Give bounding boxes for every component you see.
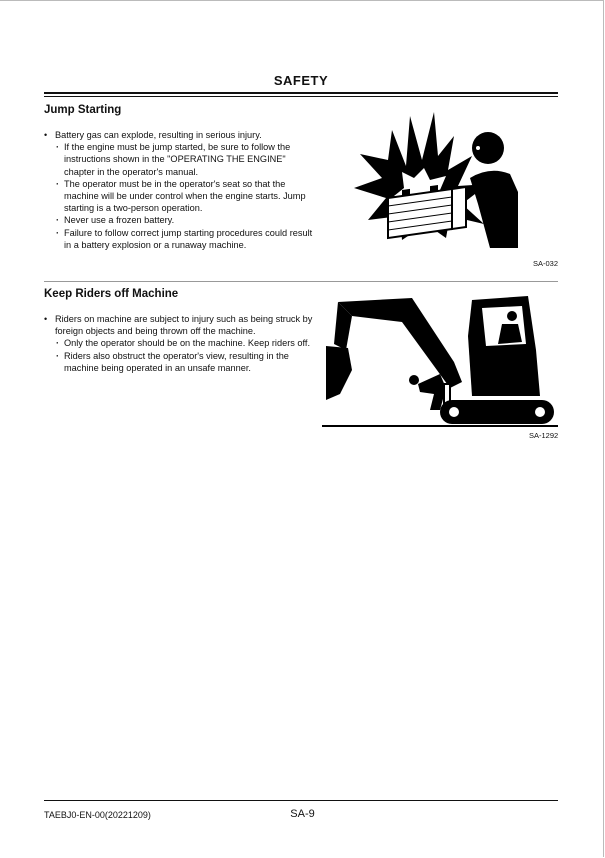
jump-starting-list xyxy=(44,129,316,251)
list-item xyxy=(44,129,316,251)
footer-rule xyxy=(44,800,558,801)
battery-explosion-icon xyxy=(350,108,518,248)
document-code: TAEBJ0-EN-00(20221209) xyxy=(44,810,151,820)
keep-riders-list xyxy=(44,313,316,374)
excavator-rider-icon xyxy=(322,292,558,428)
section-heading-keep-riders: Keep Riders off Machine xyxy=(44,288,179,300)
figure-code: SA-1292 xyxy=(529,431,559,440)
bullet-text: Battery gas can explode, resulting in serious injury. xyxy=(55,130,262,140)
section-divider xyxy=(44,281,558,282)
page-title: SAFETY xyxy=(273,73,329,88)
sub-item: · If the engine must be jump started, be sure to follow the instructions shown in the "OPERATING THE ENGINE" chapter in the operator's manual. xyxy=(55,141,316,178)
title-rule xyxy=(44,92,558,94)
sub-item: · Failure to follow correct jump starting procedures could result in a battery explosion or a runaway machine. xyxy=(55,227,316,251)
bullet-text: Riders on machine are subject to injury such as being struck by foreign objects and being thrown off the machine. xyxy=(55,314,313,337)
figure-code: SA-032 xyxy=(533,259,559,268)
sub-item: · The operator must be in the operator's seat so that the machine will be under control when the engine starts. Jump starting is a two-person operation. xyxy=(55,178,316,215)
page-number: SA-9 xyxy=(290,808,315,820)
section-heading-jump-starting: Jump Starting xyxy=(44,104,122,116)
sub-item: · Never use a frozen battery. xyxy=(55,214,316,226)
sub-item: · Only the operator should be on the machine. Keep riders off. xyxy=(55,337,316,349)
sub-item: · Riders also obstruct the operator's view, resulting in the machine being operated in an unsafe manner. xyxy=(55,350,316,374)
list-item xyxy=(44,313,316,374)
title-rule-thin xyxy=(44,96,558,97)
